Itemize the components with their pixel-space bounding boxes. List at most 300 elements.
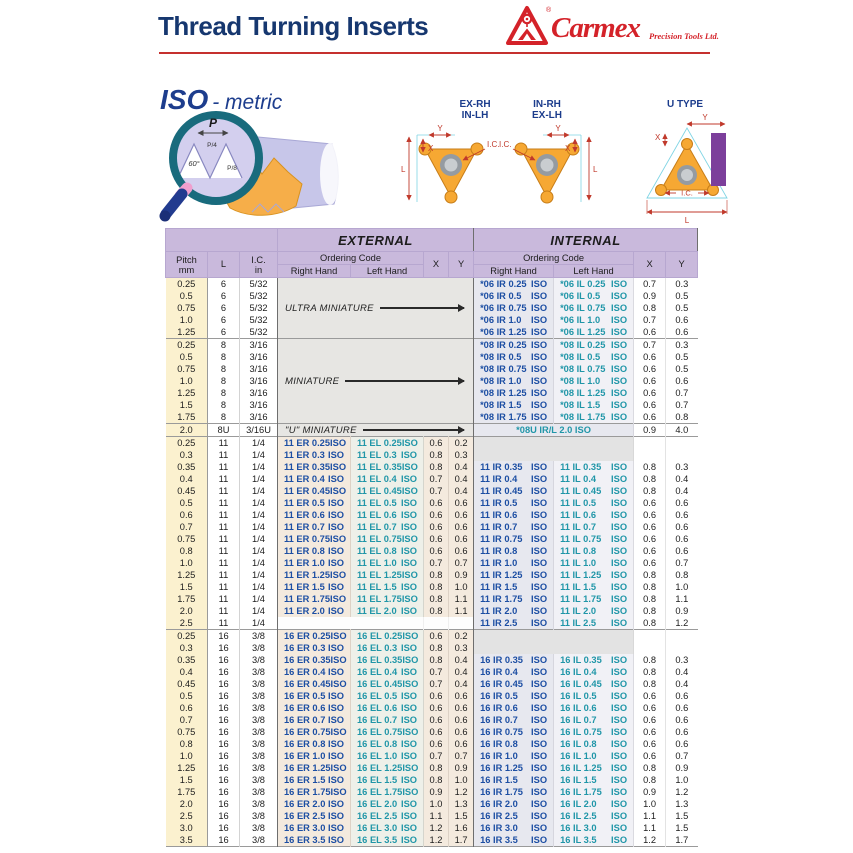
series-subtitle: - metric xyxy=(212,91,283,114)
external-y-cell: 0.9 xyxy=(449,762,474,774)
internal-y-cell: 0.4 xyxy=(666,666,698,678)
internal-x-cell: 1.1 xyxy=(634,822,666,834)
dim-p4-label: P/4 xyxy=(207,142,217,149)
external-x-cell: 0.6 xyxy=(424,509,449,521)
internal-y-cell: 0.8 xyxy=(666,411,698,424)
table-row xyxy=(166,424,698,437)
external-y-cell: 0.6 xyxy=(449,738,474,750)
internal-rh-code-cell: 11 IR 1.5 ISO xyxy=(474,581,554,593)
external-y-cell: 0.6 xyxy=(449,702,474,714)
internal-lh-code-cell: 11 IL 2.5 ISO xyxy=(554,617,634,630)
pitch-cell: 1.0 xyxy=(166,557,208,569)
dim-p8-label: P/8 xyxy=(227,165,237,172)
internal-rh-code-cell: 11 IR 0.7 ISO xyxy=(474,521,554,533)
table-row xyxy=(166,666,698,678)
l-cell: 8 xyxy=(208,375,240,387)
l-cell: 8U xyxy=(208,424,240,437)
external-y-cell: 1.0 xyxy=(449,774,474,786)
table-row xyxy=(166,714,698,726)
external-x-cell: 0.6 xyxy=(424,702,449,714)
internal-x-cell: 0.7 xyxy=(634,314,666,326)
internal-lh-code-cell: *06 IL 0.75 ISO xyxy=(554,302,634,314)
ic-cell: 3/8 xyxy=(240,822,278,834)
insert-in-rh-diagram xyxy=(499,124,598,203)
external-lh-code-cell: 11 EL 0.7 ISO xyxy=(351,521,424,533)
l-cell: 16 xyxy=(208,750,240,762)
internal-x-cell: 0.6 xyxy=(634,375,666,387)
pitch-cell: 0.75 xyxy=(166,726,208,738)
table-row xyxy=(166,774,698,786)
internal-rh-code-cell: 16 IR 3.5 ISO xyxy=(474,834,554,847)
table-header xyxy=(166,229,698,278)
internal-rh-code-cell: 16 IR 1.75 ISO xyxy=(474,786,554,798)
internal-lh-code-cell: 16 IL 1.25 ISO xyxy=(554,762,634,774)
internal-lh-code-cell: 16 IL 0.75 ISO xyxy=(554,726,634,738)
internal-x-cell: 0.8 xyxy=(634,605,666,617)
external-x-cell: 1.0 xyxy=(424,798,449,810)
internal-y-cell: 0.6 xyxy=(666,375,698,387)
ic-cell: 3/8 xyxy=(240,630,278,643)
pitch-cell: 0.6 xyxy=(166,509,208,521)
internal-x-cell: 1.1 xyxy=(634,810,666,822)
pitch-cell: 1.75 xyxy=(166,786,208,798)
pitch-cell: 1.0 xyxy=(166,375,208,387)
external-rh-code-cell: 11 ER 0.8 ISO xyxy=(278,545,351,557)
internal-x-cell: 0.6 xyxy=(634,521,666,533)
internal-lh-code-cell: 16 IL 1.0 ISO xyxy=(554,750,634,762)
pitch-cell: 0.5 xyxy=(166,690,208,702)
pitch-cell: 0.25 xyxy=(166,278,208,291)
external-rh-code-cell: 16 ER 0.25 ISO xyxy=(278,630,351,643)
l-cell: 6 xyxy=(208,302,240,314)
external-lh-code-cell: 11 EL 0.8 ISO xyxy=(351,545,424,557)
internal-rh-code-cell: 11 IR 0.6 ISO xyxy=(474,509,554,521)
internal-x-cell: 0.9 xyxy=(634,786,666,798)
table-row xyxy=(166,509,698,521)
l-cell: 8 xyxy=(208,363,240,375)
internal-lh-code-cell: 11 IL 2.0 ISO xyxy=(554,605,634,617)
ic-cell: 3/8 xyxy=(240,726,278,738)
external-y-cell: 0.3 xyxy=(449,449,474,461)
insert-ex-rh-diagram xyxy=(401,124,499,203)
insert2-label-line1: IN-RH xyxy=(533,99,561,110)
internal-x-cell: 0.8 xyxy=(634,461,666,473)
external-rh-code-cell: 11 ER 0.3 ISO xyxy=(278,449,351,461)
ic-cell: 5/32 xyxy=(240,302,278,314)
pitch-cell: 1.25 xyxy=(166,569,208,581)
l-cell: 11 xyxy=(208,437,240,450)
external-y-cell: 0.6 xyxy=(449,521,474,533)
external-x-cell: 0.8 xyxy=(424,461,449,473)
internal-lh-code-cell: 16 IL 0.6 ISO xyxy=(554,702,634,714)
external-lh-code-cell: 16 EL 2.0 ISO xyxy=(351,798,424,810)
table-row xyxy=(166,750,698,762)
ic-cell: 1/4 xyxy=(240,473,278,485)
pitch-cell: 0.25 xyxy=(166,630,208,643)
external-lh-code-cell: 16 EL 0.4 ISO xyxy=(351,666,424,678)
ic-cell: 3/8 xyxy=(240,834,278,847)
internal-x-cell: 0.8 xyxy=(634,302,666,314)
internal-blank-cell xyxy=(474,642,634,654)
external-lh-code-cell: 16 EL 1.25 ISO xyxy=(351,762,424,774)
external-rh-code-cell: 16 ER 0.5 ISO xyxy=(278,690,351,702)
internal-x-cell: 0.6 xyxy=(634,738,666,750)
external-x-cell: 0.6 xyxy=(424,521,449,533)
external-x-cell: 0.7 xyxy=(424,750,449,762)
external-lh-code-cell: 11 EL 0.6 ISO xyxy=(351,509,424,521)
external-x-cell: 0.7 xyxy=(424,666,449,678)
l-cell: 6 xyxy=(208,326,240,339)
insert-diagrams xyxy=(395,94,730,226)
external-lh-code-cell: 11 EL 0.35 ISO xyxy=(351,461,424,473)
ic-cell: 1/4 xyxy=(240,449,278,461)
internal-x-cell: 0.6 xyxy=(634,545,666,557)
internal-x-cell: 0.8 xyxy=(634,774,666,786)
insert3-label: U TYPE xyxy=(666,99,704,110)
external-y-cell: 0.6 xyxy=(449,509,474,521)
internal-rh-code-cell: 16 IR 1.5 ISO xyxy=(474,774,554,786)
series-name: ISO xyxy=(160,84,209,115)
internal-rh-code-cell: 16 IR 0.6 ISO xyxy=(474,702,554,714)
external-rh-code-cell: 11 ER 0.5 ISO xyxy=(278,497,351,509)
external-rh-code-cell: 16 ER 0.75 ISO xyxy=(278,726,351,738)
pitch-cell: 0.4 xyxy=(166,666,208,678)
internal-lh-code-cell: 16 IL 3.0 ISO xyxy=(554,822,634,834)
internal-y-cell: 0.5 xyxy=(666,302,698,314)
internal-y-cell: 0.6 xyxy=(666,533,698,545)
pitch-cell: 0.6 xyxy=(166,702,208,714)
external-lh-code-cell: 11 EL 0.4 ISO xyxy=(351,473,424,485)
pitch-cell: 0.45 xyxy=(166,678,208,690)
external-x-cell: 0.6 xyxy=(424,690,449,702)
ic-cell: 3/8 xyxy=(240,666,278,678)
external-lh-code-cell: 16 EL 0.7 ISO xyxy=(351,714,424,726)
external-y-cell: 0.6 xyxy=(449,497,474,509)
external-lh-code-cell: 16 EL 0.6 ISO xyxy=(351,702,424,714)
external-y-cell: 1.6 xyxy=(449,822,474,834)
internal-y-cell: 1.0 xyxy=(666,774,698,786)
pitch-cell: 1.5 xyxy=(166,581,208,593)
internal-y-cell xyxy=(666,449,698,461)
internal-x-cell: 0.7 xyxy=(634,339,666,352)
ic-cell: 3/8 xyxy=(240,786,278,798)
dim-p-label: P xyxy=(208,116,218,130)
table-row xyxy=(166,545,698,557)
l-cell: 6 xyxy=(208,290,240,302)
external-rh-code-cell: 11 ER 0.25 ISO xyxy=(278,437,351,450)
internal-x-cell: 0.6 xyxy=(634,690,666,702)
l-cell: 11 xyxy=(208,533,240,545)
pitch-cell: 1.5 xyxy=(166,774,208,786)
internal-rh-code-cell: 16 IR 0.8 ISO xyxy=(474,738,554,750)
internal-rh-code-cell: 11 IR 0.75 ISO xyxy=(474,533,554,545)
table-row xyxy=(166,738,698,750)
l-cell: 11 xyxy=(208,569,240,581)
insert1-label-line1: EX-RH xyxy=(459,99,491,110)
internal-y-cell xyxy=(666,630,698,643)
external-y-cell: 0.4 xyxy=(449,666,474,678)
l-cell: 16 xyxy=(208,786,240,798)
external-y-cell: 1.2 xyxy=(449,786,474,798)
external-rh-code-cell: 11 ER 0.4 ISO xyxy=(278,473,351,485)
dim-ic-label: I.C. xyxy=(487,140,500,149)
internal-rh-code-cell: 16 IR 0.4 ISO xyxy=(474,666,554,678)
internal-rh-code-cell: *08 IR 1.0 ISO xyxy=(474,375,554,387)
external-y-cell: 0.6 xyxy=(449,545,474,557)
table-row xyxy=(166,449,698,461)
table-row xyxy=(166,786,698,798)
pitch-cell: 0.35 xyxy=(166,461,208,473)
internal-rh-code-cell: 11 IR 0.5 ISO xyxy=(474,497,554,509)
header-right-hand-external: Right Hand xyxy=(278,265,351,278)
external-x-cell: 0.8 xyxy=(424,605,449,617)
header-ordering-code-external: Ordering Code xyxy=(278,252,424,265)
internal-x-cell: 0.6 xyxy=(634,533,666,545)
external-x-cell: 0.7 xyxy=(424,473,449,485)
table-row xyxy=(166,593,698,605)
internal-y-cell: 0.6 xyxy=(666,726,698,738)
internal-rh-code-cell: 11 IR 0.8 ISO xyxy=(474,545,554,557)
dim-angle-label: 60° xyxy=(188,159,200,168)
ic-cell: 3/8 xyxy=(240,642,278,654)
internal-rh-code-cell: 11 IR 2.0 ISO xyxy=(474,605,554,617)
internal-lh-code-cell: *06 IL 0.5 ISO xyxy=(554,290,634,302)
external-lh-code-cell: 11 EL 0.5 ISO xyxy=(351,497,424,509)
external-y-cell: 1.7 xyxy=(449,834,474,847)
table-row xyxy=(166,702,698,714)
internal-y-cell: 1.5 xyxy=(666,822,698,834)
pitch-cell: 0.4 xyxy=(166,473,208,485)
internal-rh-code-cell: 16 IR 0.75 ISO xyxy=(474,726,554,738)
internal-rh-code-cell: *06 IR 0.25 ISO xyxy=(474,278,554,291)
internal-x-cell: 0.6 xyxy=(634,714,666,726)
internal-x-cell: 0.8 xyxy=(634,581,666,593)
internal-rh-code-cell: *06 IR 0.75 ISO xyxy=(474,302,554,314)
carmex-logo-icon xyxy=(505,4,551,48)
internal-y-cell: 0.4 xyxy=(666,473,698,485)
internal-x-cell: 0.9 xyxy=(634,290,666,302)
ic-cell: 1/4 xyxy=(240,533,278,545)
internal-y-cell: 0.5 xyxy=(666,363,698,375)
internal-y-cell: 1.2 xyxy=(666,786,698,798)
internal-lh-code-cell: 11 IL 0.7 ISO xyxy=(554,521,634,533)
internal-lh-code-cell: 11 IL 0.4 ISO xyxy=(554,473,634,485)
external-x-cell: 0.7 xyxy=(424,557,449,569)
ic-cell: 3/8 xyxy=(240,810,278,822)
external-rh-code-cell: 16 ER 1.25 ISO xyxy=(278,762,351,774)
table-row xyxy=(166,497,698,509)
miniature-label-cell: ULTRA MINIATURE xyxy=(278,278,474,339)
internal-lh-code-cell: *08 IL 0.5 ISO xyxy=(554,351,634,363)
pitch-cell: 0.8 xyxy=(166,545,208,557)
internal-rh-code-cell: 11 IR 2.5 ISO xyxy=(474,617,554,630)
pitch-cell: 0.7 xyxy=(166,521,208,533)
l-cell: 16 xyxy=(208,798,240,810)
internal-rh-code-cell: 16 IR 0.45 ISO xyxy=(474,678,554,690)
table-row xyxy=(166,617,698,630)
external-x-cell: 0.8 xyxy=(424,654,449,666)
table-row xyxy=(166,822,698,834)
internal-rh-code-cell: *08 IR 1.75 ISO xyxy=(474,411,554,424)
registered-mark: ® xyxy=(546,7,551,14)
external-rh-code-cell: 16 ER 0.35 ISO xyxy=(278,654,351,666)
table-row xyxy=(166,690,698,702)
internal-rh-code-cell: 11 IR 0.35 ISO xyxy=(474,461,554,473)
internal-blank-cell xyxy=(474,437,634,450)
internal-rh-code-cell: 16 IR 0.7 ISO xyxy=(474,714,554,726)
l-cell: 11 xyxy=(208,461,240,473)
header-ic: I.C. in xyxy=(240,252,278,278)
external-x-cell: 0.6 xyxy=(424,545,449,557)
external-y-cell: 0.2 xyxy=(449,630,474,643)
iso-metric-inserts-table xyxy=(165,228,698,847)
internal-lh-code-cell: *08 IL 1.25 ISO xyxy=(554,387,634,399)
external-x-cell: 0.9 xyxy=(424,786,449,798)
internal-lh-code-cell: 16 IL 0.8 ISO xyxy=(554,738,634,750)
page-edge-tab xyxy=(711,133,726,186)
internal-lh-code-cell: 11 IL 0.45 ISO xyxy=(554,485,634,497)
external-x-cell: 0.8 xyxy=(424,569,449,581)
header-ordering-code-internal: Ordering Code xyxy=(474,252,634,265)
internal-x-cell: 0.6 xyxy=(634,363,666,375)
ic-cell: 3/16 xyxy=(240,399,278,411)
internal-rh-code-cell: 16 IR 0.35 ISO xyxy=(474,654,554,666)
external-y-cell: 0.7 xyxy=(449,750,474,762)
external-lh-code-cell: 16 EL 0.25 ISO xyxy=(351,630,424,643)
external-lh-code-cell: 11 EL 1.5 ISO xyxy=(351,581,424,593)
external-lh-code-cell: 16 EL 1.75 ISO xyxy=(351,786,424,798)
header-x-external: X xyxy=(424,252,449,278)
brand-suffix: Precision Tools Ltd. xyxy=(649,31,719,41)
internal-y-cell: 0.4 xyxy=(666,485,698,497)
internal-lh-code-cell: *06 IL 1.0 ISO xyxy=(554,314,634,326)
external-lh-code-cell: 16 EL 3.0 ISO xyxy=(351,822,424,834)
internal-y-cell: 0.7 xyxy=(666,387,698,399)
header-y-external: Y xyxy=(449,252,474,278)
external-y-cell: 0.6 xyxy=(449,714,474,726)
internal-x-cell: 0.6 xyxy=(634,399,666,411)
ic-cell: 3/16 xyxy=(240,363,278,375)
pitch-cell: 3.5 xyxy=(166,834,208,847)
l-cell: 8 xyxy=(208,387,240,399)
internal-lh-code-cell: 16 IL 3.5 ISO xyxy=(554,834,634,847)
header-internal: INTERNAL xyxy=(474,229,698,252)
l-cell: 11 xyxy=(208,593,240,605)
pitch-cell: 0.75 xyxy=(166,302,208,314)
external-lh-code-cell: 11 EL 0.3 ISO xyxy=(351,449,424,461)
ic-cell: 3/16 xyxy=(240,375,278,387)
external-y-cell: 1.3 xyxy=(449,798,474,810)
dim-x-label: X xyxy=(565,144,571,153)
external-x-cell: 0.8 xyxy=(424,593,449,605)
internal-lh-code-cell: 16 IL 1.75 ISO xyxy=(554,786,634,798)
l-cell: 16 xyxy=(208,774,240,786)
l-cell: 16 xyxy=(208,642,240,654)
table-row xyxy=(166,473,698,485)
internal-x-cell: 0.8 xyxy=(634,593,666,605)
external-rh-code-cell: 16 ER 0.3 ISO xyxy=(278,642,351,654)
table-row xyxy=(166,485,698,497)
insert1-label-line2: IN-LH xyxy=(461,110,489,121)
internal-y-cell: 0.5 xyxy=(666,290,698,302)
ic-cell: 3/8 xyxy=(240,738,278,750)
pitch-cell: 0.25 xyxy=(166,339,208,352)
ic-cell: 3/16 xyxy=(240,351,278,363)
l-cell: 11 xyxy=(208,497,240,509)
l-cell: 16 xyxy=(208,630,240,643)
miniature-label-cell: MINIATURE xyxy=(278,339,474,424)
external-x-cell: 0.6 xyxy=(424,437,449,450)
internal-y-cell: 1.0 xyxy=(666,581,698,593)
table-row xyxy=(166,654,698,666)
external-rh-code-cell: 16 ER 1.5 ISO xyxy=(278,774,351,786)
l-cell: 16 xyxy=(208,666,240,678)
internal-x-cell: 0.6 xyxy=(634,497,666,509)
external-rh-code-cell: 16 ER 2.5 ISO xyxy=(278,810,351,822)
internal-lh-code-cell: 11 IL 1.0 ISO xyxy=(554,557,634,569)
pitch-cell: 0.45 xyxy=(166,485,208,497)
l-cell: 16 xyxy=(208,810,240,822)
external-y-cell: 0.4 xyxy=(449,461,474,473)
pitch-cell: 1.25 xyxy=(166,762,208,774)
ic-cell: 1/4 xyxy=(240,461,278,473)
internal-lh-code-cell: *06 IL 0.25 ISO xyxy=(554,278,634,291)
ic-cell: 1/4 xyxy=(240,581,278,593)
header-divider xyxy=(159,52,710,54)
internal-x-cell: 0.8 xyxy=(634,666,666,678)
external-blank-cell xyxy=(278,617,424,630)
header-external: EXTERNAL xyxy=(278,229,474,252)
ic-cell: 5/32 xyxy=(240,290,278,302)
internal-y-cell: 0.3 xyxy=(666,278,698,291)
internal-blank-cell xyxy=(474,630,634,643)
ic-cell: 3/8 xyxy=(240,654,278,666)
pitch-cell: 0.3 xyxy=(166,449,208,461)
external-y-cell: 1.1 xyxy=(449,605,474,617)
internal-y-cell: 0.6 xyxy=(666,497,698,509)
pitch-cell: 0.3 xyxy=(166,642,208,654)
internal-y-cell: 0.6 xyxy=(666,521,698,533)
internal-y-cell: 0.7 xyxy=(666,399,698,411)
external-y-cell: 0.3 xyxy=(449,642,474,654)
ic-cell: 3/8 xyxy=(240,702,278,714)
ic-cell: 3/16 xyxy=(240,387,278,399)
internal-x-cell: 0.6 xyxy=(634,726,666,738)
external-rh-code-cell: 11 ER 0.7 ISO xyxy=(278,521,351,533)
internal-lh-code-cell: 16 IL 2.5 ISO xyxy=(554,810,634,822)
pitch-cell: 0.7 xyxy=(166,714,208,726)
internal-rh-code-cell: *08 IR 0.75 ISO xyxy=(474,363,554,375)
external-x-cell: 1.1 xyxy=(424,810,449,822)
header-l: L xyxy=(208,252,240,278)
internal-blank-cell xyxy=(474,449,634,461)
internal-rh-code-cell: *08 IR 1.5 ISO xyxy=(474,399,554,411)
ic-cell: 3/8 xyxy=(240,714,278,726)
external-rh-code-cell: 11 ER 0.45 ISO xyxy=(278,485,351,497)
external-y-cell xyxy=(449,617,474,630)
internal-lh-code-cell: 11 IL 1.25 ISO xyxy=(554,569,634,581)
internal-y-cell: 0.6 xyxy=(666,738,698,750)
external-rh-code-cell: 16 ER 3.0 ISO xyxy=(278,822,351,834)
internal-y-cell: 1.1 xyxy=(666,593,698,605)
external-rh-code-cell: 11 ER 2.0 ISO xyxy=(278,605,351,617)
ic-cell: 1/4 xyxy=(240,509,278,521)
ic-cell: 3/8 xyxy=(240,774,278,786)
internal-x-cell: 0.6 xyxy=(634,411,666,424)
internal-lh-code-cell: 11 IL 0.35 ISO xyxy=(554,461,634,473)
dim-x-label: X xyxy=(655,133,661,142)
table-body xyxy=(166,278,698,847)
